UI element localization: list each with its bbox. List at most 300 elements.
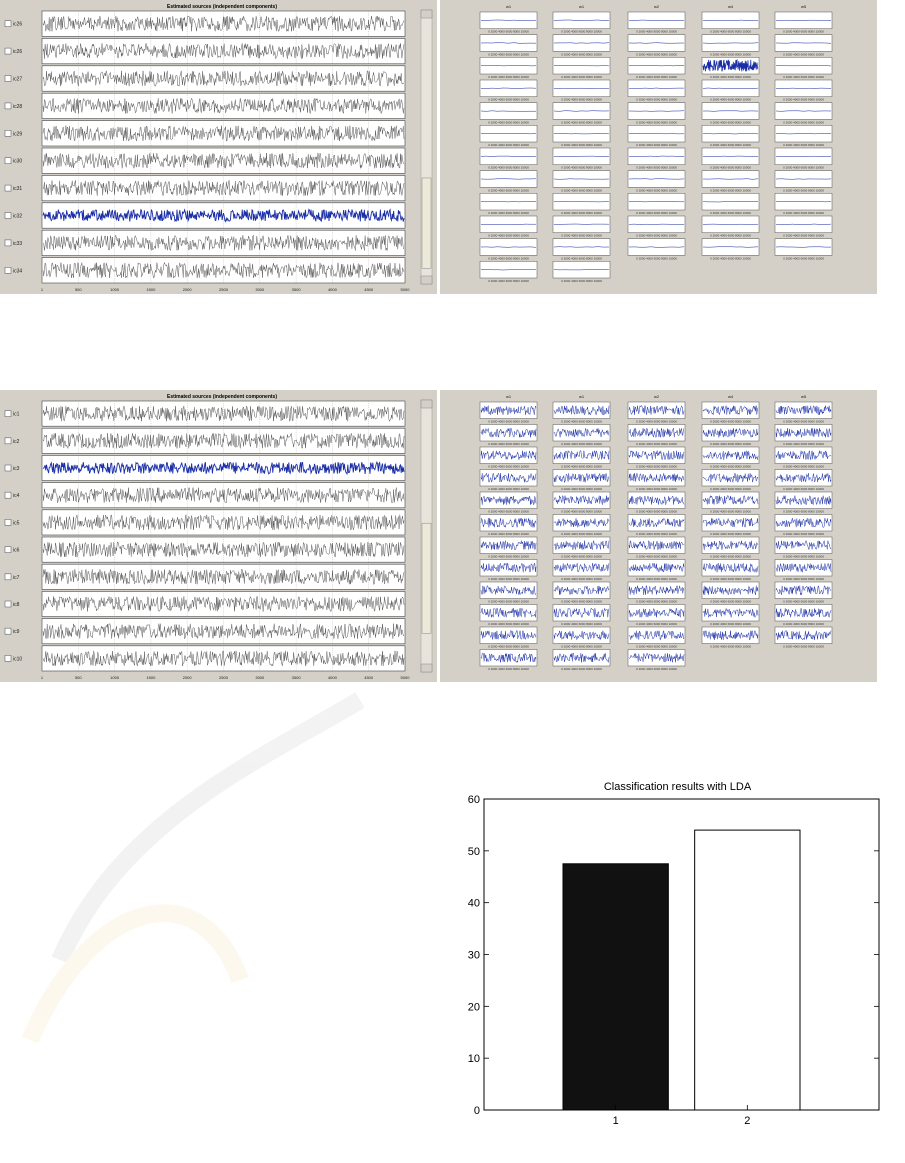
weight-subplot — [628, 35, 685, 57]
weight-subplot — [628, 447, 685, 469]
weight-subplot — [775, 12, 832, 34]
channel-label: ic8 — [13, 602, 20, 608]
x-tick-labels: 0 2000 4000 6000 8000 10000 — [488, 166, 529, 170]
x-tick-label: 1500 — [146, 287, 156, 292]
weight-subplot — [480, 35, 537, 57]
weight-subplot — [553, 125, 610, 147]
channel-label: ic4 — [13, 493, 20, 499]
weight-subplot — [702, 35, 759, 57]
source-row — [5, 230, 405, 255]
x-tick-labels: 0 2000 4000 6000 8000 10000 — [488, 256, 529, 260]
channel-checkbox — [5, 411, 11, 417]
weight-subplot — [553, 492, 610, 514]
weight-subplot — [702, 402, 759, 424]
plot-title: Estimated sources (independent components) — [167, 394, 277, 400]
source-row — [5, 175, 405, 200]
weight-subplot — [628, 650, 685, 672]
bottom-right-weights-panel — [440, 390, 877, 682]
x-tick-labels: 0 2000 4000 6000 8000 10000 — [561, 166, 602, 170]
column-title: w4 — [728, 394, 734, 399]
x-tick-labels: 0 2000 4000 6000 8000 10000 — [710, 75, 751, 79]
channel-label: ic2 — [13, 439, 20, 445]
weight-subplot — [702, 605, 759, 627]
x-tick-label: 5000 — [401, 675, 411, 680]
weight-trace — [554, 43, 609, 44]
x-tick-labels: 0 2000 4000 6000 8000 10000 — [710, 622, 751, 626]
weight-subplot — [775, 537, 832, 559]
x-tick-labels: 0 2000 4000 6000 8000 10000 — [636, 211, 677, 215]
x-tick-label: 4500 — [364, 675, 374, 680]
weight-subplot — [702, 239, 759, 261]
channel-checkbox — [5, 519, 11, 525]
x-tick-labels: 0 2000 4000 6000 8000 10000 — [710, 98, 751, 102]
scroll-down-button — [421, 664, 432, 672]
source-row — [5, 537, 405, 562]
y-tick-label: 20 — [468, 1001, 480, 1013]
x-tick-labels: 0 2000 4000 6000 8000 10000 — [710, 645, 751, 649]
x-tick-labels: 0 2000 4000 6000 8000 10000 — [561, 577, 602, 581]
weight-subplot — [775, 35, 832, 57]
weight-subplot — [702, 492, 759, 514]
x-tick-labels: 0 2000 4000 6000 8000 10000 — [488, 279, 529, 283]
weight-subplot — [480, 560, 537, 582]
chart-title: Classification results with LDA — [604, 781, 752, 793]
channel-checkbox — [5, 158, 11, 164]
weight-subplot — [702, 582, 759, 604]
weight-subplot — [553, 402, 610, 424]
x-tick-labels: 0 2000 4000 6000 8000 10000 — [783, 465, 824, 469]
channel-label: ic27 — [13, 77, 22, 83]
weight-subplot — [702, 148, 759, 170]
channel-checkbox — [5, 240, 11, 246]
bar-chart-svg — [440, 775, 905, 1158]
channel-label: ic7 — [13, 575, 20, 581]
weight-subplot — [702, 560, 759, 582]
x-tick-labels: 0 2000 4000 6000 8000 10000 — [710, 510, 751, 514]
channel-checkbox — [5, 267, 11, 273]
x-tick-labels: 0 2000 4000 6000 8000 10000 — [561, 120, 602, 124]
x-tick-labels: 0 2000 4000 6000 8000 10000 — [488, 555, 529, 559]
x-tick-labels: 0 2000 4000 6000 8000 10000 — [561, 532, 602, 536]
weight-subplot — [702, 470, 759, 492]
source-row — [5, 258, 405, 283]
channel-label: ic5 — [13, 520, 20, 526]
weight-subplot — [702, 12, 759, 34]
plot-area — [484, 799, 879, 1110]
weight-subplot — [628, 470, 685, 492]
weight-subplot — [702, 537, 759, 559]
weight-subplot — [628, 103, 685, 125]
channel-label: ic33 — [13, 241, 22, 247]
x-tick-labels: 0 2000 4000 6000 8000 10000 — [710, 30, 751, 34]
column-title: w1 — [506, 4, 512, 9]
x-tick-labels: 0 2000 4000 6000 8000 10000 — [710, 442, 751, 446]
x-tick-labels: 0 2000 4000 6000 8000 10000 — [561, 442, 602, 446]
x-tick-labels: 0 2000 4000 6000 8000 10000 — [561, 279, 602, 283]
source-row — [5, 203, 405, 228]
x-tick-labels: 0 2000 4000 6000 8000 10000 — [488, 188, 529, 192]
weight-subplot — [480, 80, 537, 102]
weight-subplot — [775, 171, 832, 193]
column-title: w2 — [654, 4, 660, 9]
weight-subplot — [775, 103, 832, 125]
x-tick-labels: 0 2000 4000 6000 8000 10000 — [636, 645, 677, 649]
x-tick-labels: 0 2000 4000 6000 8000 10000 — [783, 420, 824, 424]
source-row — [5, 564, 405, 589]
weight-subplot — [702, 57, 759, 79]
x-tick-labels: 0 2000 4000 6000 8000 10000 — [636, 98, 677, 102]
weight-subplot — [553, 12, 610, 34]
weight-subplot — [480, 148, 537, 170]
weight-subplot — [628, 492, 685, 514]
weight-subplot — [480, 402, 537, 424]
column-title: w5 — [801, 394, 807, 399]
x-tick-labels: 0 2000 4000 6000 8000 10000 — [636, 442, 677, 446]
x-tick-label: 3000 — [255, 675, 265, 680]
x-tick-labels: 0 2000 4000 6000 8000 10000 — [783, 211, 824, 215]
weight-subplot — [553, 80, 610, 102]
weight-subplot — [553, 537, 610, 559]
channel-label: ic29 — [13, 131, 22, 137]
x-tick-labels: 0 2000 4000 6000 8000 10000 — [636, 532, 677, 536]
x-tick-labels: 0 2000 4000 6000 8000 10000 — [710, 600, 751, 604]
x-tick-labels: 0 2000 4000 6000 8000 10000 — [636, 622, 677, 626]
x-tick-labels: 0 2000 4000 6000 8000 10000 — [783, 98, 824, 102]
x-tick-labels: 0 2000 4000 6000 8000 10000 — [636, 52, 677, 56]
weight-subplot — [553, 447, 610, 469]
x-tick-labels: 0 2000 4000 6000 8000 10000 — [636, 256, 677, 260]
x-tick-labels: 0 2000 4000 6000 8000 10000 — [561, 143, 602, 147]
weight-subplot — [628, 402, 685, 424]
weight-subplot — [775, 515, 832, 537]
weight-subplot — [480, 650, 537, 672]
x-tick-label: 1 — [613, 1115, 619, 1127]
weight-subplot — [628, 80, 685, 102]
y-tick-label: 30 — [468, 950, 480, 962]
source-row — [5, 93, 405, 118]
weight-subplot — [553, 582, 610, 604]
weight-subplot — [775, 57, 832, 79]
x-tick-labels: 0 2000 4000 6000 8000 10000 — [561, 75, 602, 79]
lda-bar-chart — [440, 775, 905, 1158]
x-tick-labels: 0 2000 4000 6000 8000 10000 — [636, 510, 677, 514]
weight-subplot — [775, 605, 832, 627]
x-tick-label: 3000 — [255, 287, 265, 292]
weight-subplot — [628, 12, 685, 34]
weight-subplot — [480, 470, 537, 492]
x-tick-labels: 0 2000 4000 6000 8000 10000 — [783, 188, 824, 192]
x-tick-labels: 0 2000 4000 6000 8000 10000 — [710, 256, 751, 260]
bottom-right-weights-grid — [440, 390, 877, 682]
x-tick-labels: 0 2000 4000 6000 8000 10000 — [636, 555, 677, 559]
source-row — [5, 38, 405, 63]
x-tick-labels: 0 2000 4000 6000 8000 10000 — [783, 234, 824, 238]
x-tick-labels: 0 2000 4000 6000 8000 10000 — [488, 465, 529, 469]
source-row — [5, 11, 405, 36]
x-tick-labels: 0 2000 4000 6000 8000 10000 — [488, 120, 529, 124]
channel-checkbox — [5, 655, 11, 661]
channel-label: ic31 — [13, 186, 22, 192]
weight-subplot — [553, 650, 610, 672]
x-tick-labels: 0 2000 4000 6000 8000 10000 — [488, 211, 529, 215]
weight-subplot — [553, 627, 610, 649]
x-tick-label: 5000 — [401, 287, 411, 292]
x-tick-labels: 0 2000 4000 6000 8000 10000 — [561, 667, 602, 671]
column-title: w4 — [728, 4, 734, 9]
x-tick-labels: 0 2000 4000 6000 8000 10000 — [561, 98, 602, 102]
source-row — [5, 646, 405, 671]
x-tick-labels: 0 2000 4000 6000 8000 10000 — [710, 577, 751, 581]
weight-subplot — [775, 425, 832, 447]
scroll-up-button — [421, 400, 432, 408]
x-tick-labels: 0 2000 4000 6000 8000 10000 — [783, 487, 824, 491]
weight-subplot — [628, 239, 685, 261]
x-tick-labels: 0 2000 4000 6000 8000 10000 — [710, 465, 751, 469]
scrollbar[interactable] — [421, 400, 432, 672]
weight-subplot — [628, 515, 685, 537]
weight-subplot — [702, 125, 759, 147]
x-tick-labels: 0 2000 4000 6000 8000 10000 — [488, 75, 529, 79]
x-tick-labels: 0 2000 4000 6000 8000 10000 — [488, 645, 529, 649]
weight-subplot — [775, 80, 832, 102]
x-tick-labels: 0 2000 4000 6000 8000 10000 — [710, 420, 751, 424]
x-tick-labels: 0 2000 4000 6000 8000 10000 — [636, 465, 677, 469]
x-tick-label: 4000 — [328, 287, 338, 292]
weight-subplot — [628, 125, 685, 147]
x-tick-labels: 0 2000 4000 6000 8000 10000 — [710, 120, 751, 124]
x-tick-label: 3500 — [292, 287, 302, 292]
x-tick-labels: 0 2000 4000 6000 8000 10000 — [561, 188, 602, 192]
weight-subplot — [702, 447, 759, 469]
x-tick-labels: 0 2000 4000 6000 8000 10000 — [488, 30, 529, 34]
weight-subplot — [702, 515, 759, 537]
x-tick-labels: 0 2000 4000 6000 8000 10000 — [488, 667, 529, 671]
x-tick-labels: 0 2000 4000 6000 8000 10000 — [783, 30, 824, 34]
x-tick-label: 2 — [744, 1115, 750, 1127]
weight-subplot — [480, 537, 537, 559]
weight-subplot — [775, 193, 832, 215]
x-tick-labels: 0 2000 4000 6000 8000 10000 — [783, 166, 824, 170]
x-tick-labels: 0 2000 4000 6000 8000 10000 — [783, 442, 824, 446]
y-tick-label: 0 — [474, 1105, 480, 1117]
x-tick-labels: 0 2000 4000 6000 8000 10000 — [561, 510, 602, 514]
weight-subplot — [628, 425, 685, 447]
scrollbar[interactable] — [421, 10, 432, 284]
weight-subplot — [553, 425, 610, 447]
bottom-left-ica-panel — [0, 390, 437, 682]
weight-subplot — [628, 193, 685, 215]
x-tick-labels: 0 2000 4000 6000 8000 10000 — [710, 143, 751, 147]
channel-label: ic30 — [13, 159, 22, 165]
x-tick-labels: 0 2000 4000 6000 8000 10000 — [488, 622, 529, 626]
weight-subplot — [553, 470, 610, 492]
x-tick-labels: 0 2000 4000 6000 8000 10000 — [783, 532, 824, 536]
x-tick-labels: 0 2000 4000 6000 8000 10000 — [561, 30, 602, 34]
x-tick-label: 2000 — [183, 675, 193, 680]
x-tick-labels: 0 2000 4000 6000 8000 10000 — [783, 510, 824, 514]
scroll-up-button — [421, 10, 432, 18]
channel-checkbox — [5, 628, 11, 634]
x-tick-label: 2000 — [183, 287, 193, 292]
weight-subplot — [628, 57, 685, 79]
x-tick-labels: 0 2000 4000 6000 8000 10000 — [488, 98, 529, 102]
bottom-left-source-plot — [0, 390, 437, 682]
x-tick-labels: 0 2000 4000 6000 8000 10000 — [636, 75, 677, 79]
x-tick-labels: 0 2000 4000 6000 8000 10000 — [561, 487, 602, 491]
x-tick-labels: 0 2000 4000 6000 8000 10000 — [561, 52, 602, 56]
weight-subplot — [702, 171, 759, 193]
x-tick-labels: 0 2000 4000 6000 8000 10000 — [561, 420, 602, 424]
source-row — [5, 401, 405, 426]
weight-subplot — [628, 582, 685, 604]
weight-trace — [481, 65, 536, 66]
weight-subplot — [553, 261, 610, 283]
weight-subplot — [480, 239, 537, 261]
weight-subplot — [702, 627, 759, 649]
channel-label: ic28 — [13, 104, 22, 110]
column-title: w5 — [801, 4, 807, 9]
weight-subplot — [553, 560, 610, 582]
x-tick-labels: 0 2000 4000 6000 8000 10000 — [783, 256, 824, 260]
top-right-weights-grid — [440, 0, 877, 294]
x-tick-labels: 0 2000 4000 6000 8000 10000 — [488, 487, 529, 491]
weight-subplot — [480, 57, 537, 79]
x-tick-labels: 0 2000 4000 6000 8000 10000 — [636, 166, 677, 170]
x-tick-labels: 0 2000 4000 6000 8000 10000 — [636, 30, 677, 34]
x-tick-labels: 0 2000 4000 6000 8000 10000 — [710, 211, 751, 215]
source-row — [5, 148, 405, 173]
weight-subplot — [553, 239, 610, 261]
weight-subplot — [775, 560, 832, 582]
channel-checkbox — [5, 48, 11, 54]
x-tick-label: 2500 — [219, 675, 229, 680]
weight-subplot — [553, 148, 610, 170]
weight-subplot — [775, 447, 832, 469]
channel-checkbox — [5, 103, 11, 109]
column-title: w1 — [506, 394, 512, 399]
x-tick-labels: 0 2000 4000 6000 8000 10000 — [561, 256, 602, 260]
x-tick-labels: 0 2000 4000 6000 8000 10000 — [710, 532, 751, 536]
weight-subplot — [553, 605, 610, 627]
weight-subplot — [628, 627, 685, 649]
source-row — [5, 428, 405, 453]
weight-subplot — [553, 216, 610, 238]
channel-label: ic32 — [13, 214, 22, 220]
channel-checkbox — [5, 547, 11, 553]
x-tick-labels: 0 2000 4000 6000 8000 10000 — [783, 52, 824, 56]
weight-subplot — [553, 103, 610, 125]
x-tick-labels: 0 2000 4000 6000 8000 10000 — [783, 143, 824, 147]
y-tick-label: 40 — [468, 898, 480, 910]
channel-label: ic26 — [13, 22, 22, 28]
weight-subplot — [480, 216, 537, 238]
x-tick-label: 1 — [41, 287, 44, 292]
channel-checkbox — [5, 213, 11, 219]
weight-subplot — [775, 470, 832, 492]
x-tick-labels: 0 2000 4000 6000 8000 10000 — [783, 600, 824, 604]
weight-subplot — [702, 216, 759, 238]
x-tick-labels: 0 2000 4000 6000 8000 10000 — [636, 600, 677, 604]
column-title: w1 — [579, 4, 585, 9]
x-tick-labels: 0 2000 4000 6000 8000 10000 — [488, 420, 529, 424]
source-row — [5, 591, 405, 616]
weight-subplot — [480, 171, 537, 193]
x-tick-labels: 0 2000 4000 6000 8000 10000 — [710, 487, 751, 491]
weight-subplot — [628, 171, 685, 193]
x-tick-label: 4000 — [328, 675, 338, 680]
channel-checkbox — [5, 601, 11, 607]
x-tick-labels: 0 2000 4000 6000 8000 10000 — [636, 143, 677, 147]
weight-subplot — [480, 12, 537, 34]
weight-subplot — [480, 125, 537, 147]
channel-checkbox — [5, 574, 11, 580]
weight-subplot — [628, 148, 685, 170]
x-tick-labels: 0 2000 4000 6000 8000 10000 — [783, 577, 824, 581]
x-tick-labels: 0 2000 4000 6000 8000 10000 — [561, 211, 602, 215]
source-row — [5, 455, 405, 480]
channel-checkbox — [5, 438, 11, 444]
channel-checkbox — [5, 492, 11, 498]
plot-title: Estimated sources (independent components) — [167, 4, 277, 10]
x-tick-label: 1500 — [146, 675, 156, 680]
x-tick-labels: 0 2000 4000 6000 8000 10000 — [488, 532, 529, 536]
top-left-ica-panel — [0, 0, 437, 294]
x-tick-labels: 0 2000 4000 6000 8000 10000 — [710, 234, 751, 238]
weight-subplot — [480, 605, 537, 627]
x-tick-label: 1000 — [110, 675, 120, 680]
x-tick-labels: 0 2000 4000 6000 8000 10000 — [783, 75, 824, 79]
scroll-down-button — [421, 276, 432, 284]
top-left-source-plot — [0, 0, 437, 294]
x-tick-label: 1 — [41, 675, 44, 680]
x-tick-label: 2500 — [219, 287, 229, 292]
channel-checkbox — [5, 21, 11, 27]
channel-checkbox — [5, 76, 11, 82]
channel-label: ic34 — [13, 268, 22, 274]
x-tick-labels: 0 2000 4000 6000 8000 10000 — [710, 52, 751, 56]
weight-subplot — [628, 216, 685, 238]
x-tick-labels: 0 2000 4000 6000 8000 10000 — [710, 555, 751, 559]
weight-subplot — [480, 103, 537, 125]
x-tick-label: 3500 — [292, 675, 302, 680]
x-tick-labels: 0 2000 4000 6000 8000 10000 — [636, 234, 677, 238]
weight-subplot — [775, 582, 832, 604]
x-tick-label: 500 — [75, 675, 82, 680]
weight-subplot — [480, 582, 537, 604]
x-tick-labels: 0 2000 4000 6000 8000 10000 — [561, 234, 602, 238]
channel-label: ic9 — [13, 629, 20, 635]
x-tick-labels: 0 2000 4000 6000 8000 10000 — [636, 487, 677, 491]
bar-1 — [563, 864, 668, 1110]
weight-subplot — [480, 447, 537, 469]
x-tick-labels: 0 2000 4000 6000 8000 10000 — [488, 143, 529, 147]
y-tick-label: 50 — [468, 846, 480, 858]
weight-subplot — [553, 171, 610, 193]
x-tick-labels: 0 2000 4000 6000 8000 10000 — [488, 442, 529, 446]
weight-subplot — [553, 57, 610, 79]
channel-label: ic10 — [13, 656, 22, 662]
x-tick-label: 1000 — [110, 287, 120, 292]
top-right-weights-panel — [440, 0, 877, 294]
x-tick-labels: 0 2000 4000 6000 8000 10000 — [636, 667, 677, 671]
x-tick-labels: 0 2000 4000 6000 8000 10000 — [636, 120, 677, 124]
x-tick-labels: 0 2000 4000 6000 8000 10000 — [710, 166, 751, 170]
weight-subplot — [702, 103, 759, 125]
x-tick-labels: 0 2000 4000 6000 8000 10000 — [636, 188, 677, 192]
weight-subplot — [628, 605, 685, 627]
source-row — [5, 510, 405, 535]
column-title: w1 — [579, 394, 585, 399]
